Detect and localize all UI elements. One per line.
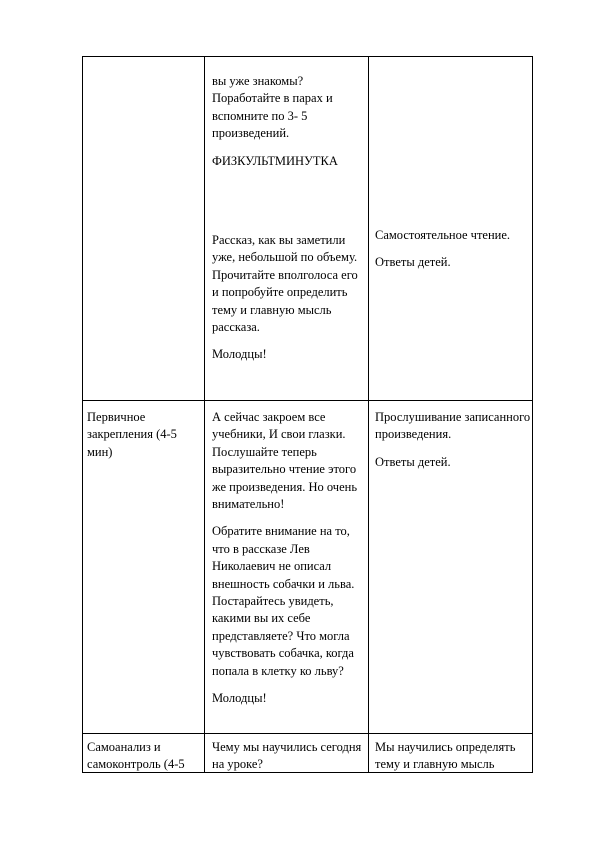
paragraph: Ответы детей. [375, 454, 451, 469]
lesson-stage-cell [87, 409, 201, 471]
row-divider [82, 400, 533, 401]
student-activity-cell [375, 409, 531, 481]
student-activity-cell [375, 227, 529, 282]
teacher-activity-cell [212, 73, 362, 374]
paragraph: ФИЗКУЛЬТМИНУТКА [212, 153, 338, 168]
paragraph: Прослушивание записанного произведения. [375, 410, 531, 442]
column-divider [368, 56, 369, 772]
paragraph: Обратите внимание на то, что в рассказе Лев Николаевич не описал внешность собачки и льва. Постарайтесь увидеть, какими вы их себе представляете? Что могла чувствовать собачка, когда попала в клетку ко льву? [212, 524, 355, 678]
paragraph: Самоанализ и самоконтроль (4-5 [87, 740, 185, 772]
paragraph: Чему мы научились сегодня на уроке? [212, 740, 362, 772]
paragraph: Первичное закрепления (4-5 мин) [87, 410, 177, 459]
paragraph: Самостоятельное чтение. [375, 228, 511, 242]
paragraph: А сейчас закроем все учебники, И свои глазки. Послушайте теперь выразительно чтение этого же произведения. Но очень внимательно! [212, 410, 358, 512]
teacher-activity-cell [212, 739, 362, 784]
table-right-border [532, 56, 533, 772]
row-divider [82, 733, 533, 734]
column-divider [204, 56, 205, 772]
paragraph: Молодцы! [212, 691, 267, 706]
teacher-activity-cell [212, 409, 362, 718]
paragraph: вы уже знакомы? Поработайте в парах и вспомните по 3- 5 произведений. [212, 74, 333, 141]
student-activity-cell [375, 739, 531, 784]
paragraph: Рассказ, как вы заметили уже, небольшой по объему. Прочитайте вполголоса его и попробуйте определить тему и главную мысль рассказа. [212, 233, 358, 335]
paragraph: Ответы детей. [375, 255, 451, 270]
lesson-stage-cell [87, 739, 201, 784]
paragraph: Молодцы! [212, 347, 267, 362]
paragraph: Мы научились определять тему и главную мысль [375, 740, 516, 772]
